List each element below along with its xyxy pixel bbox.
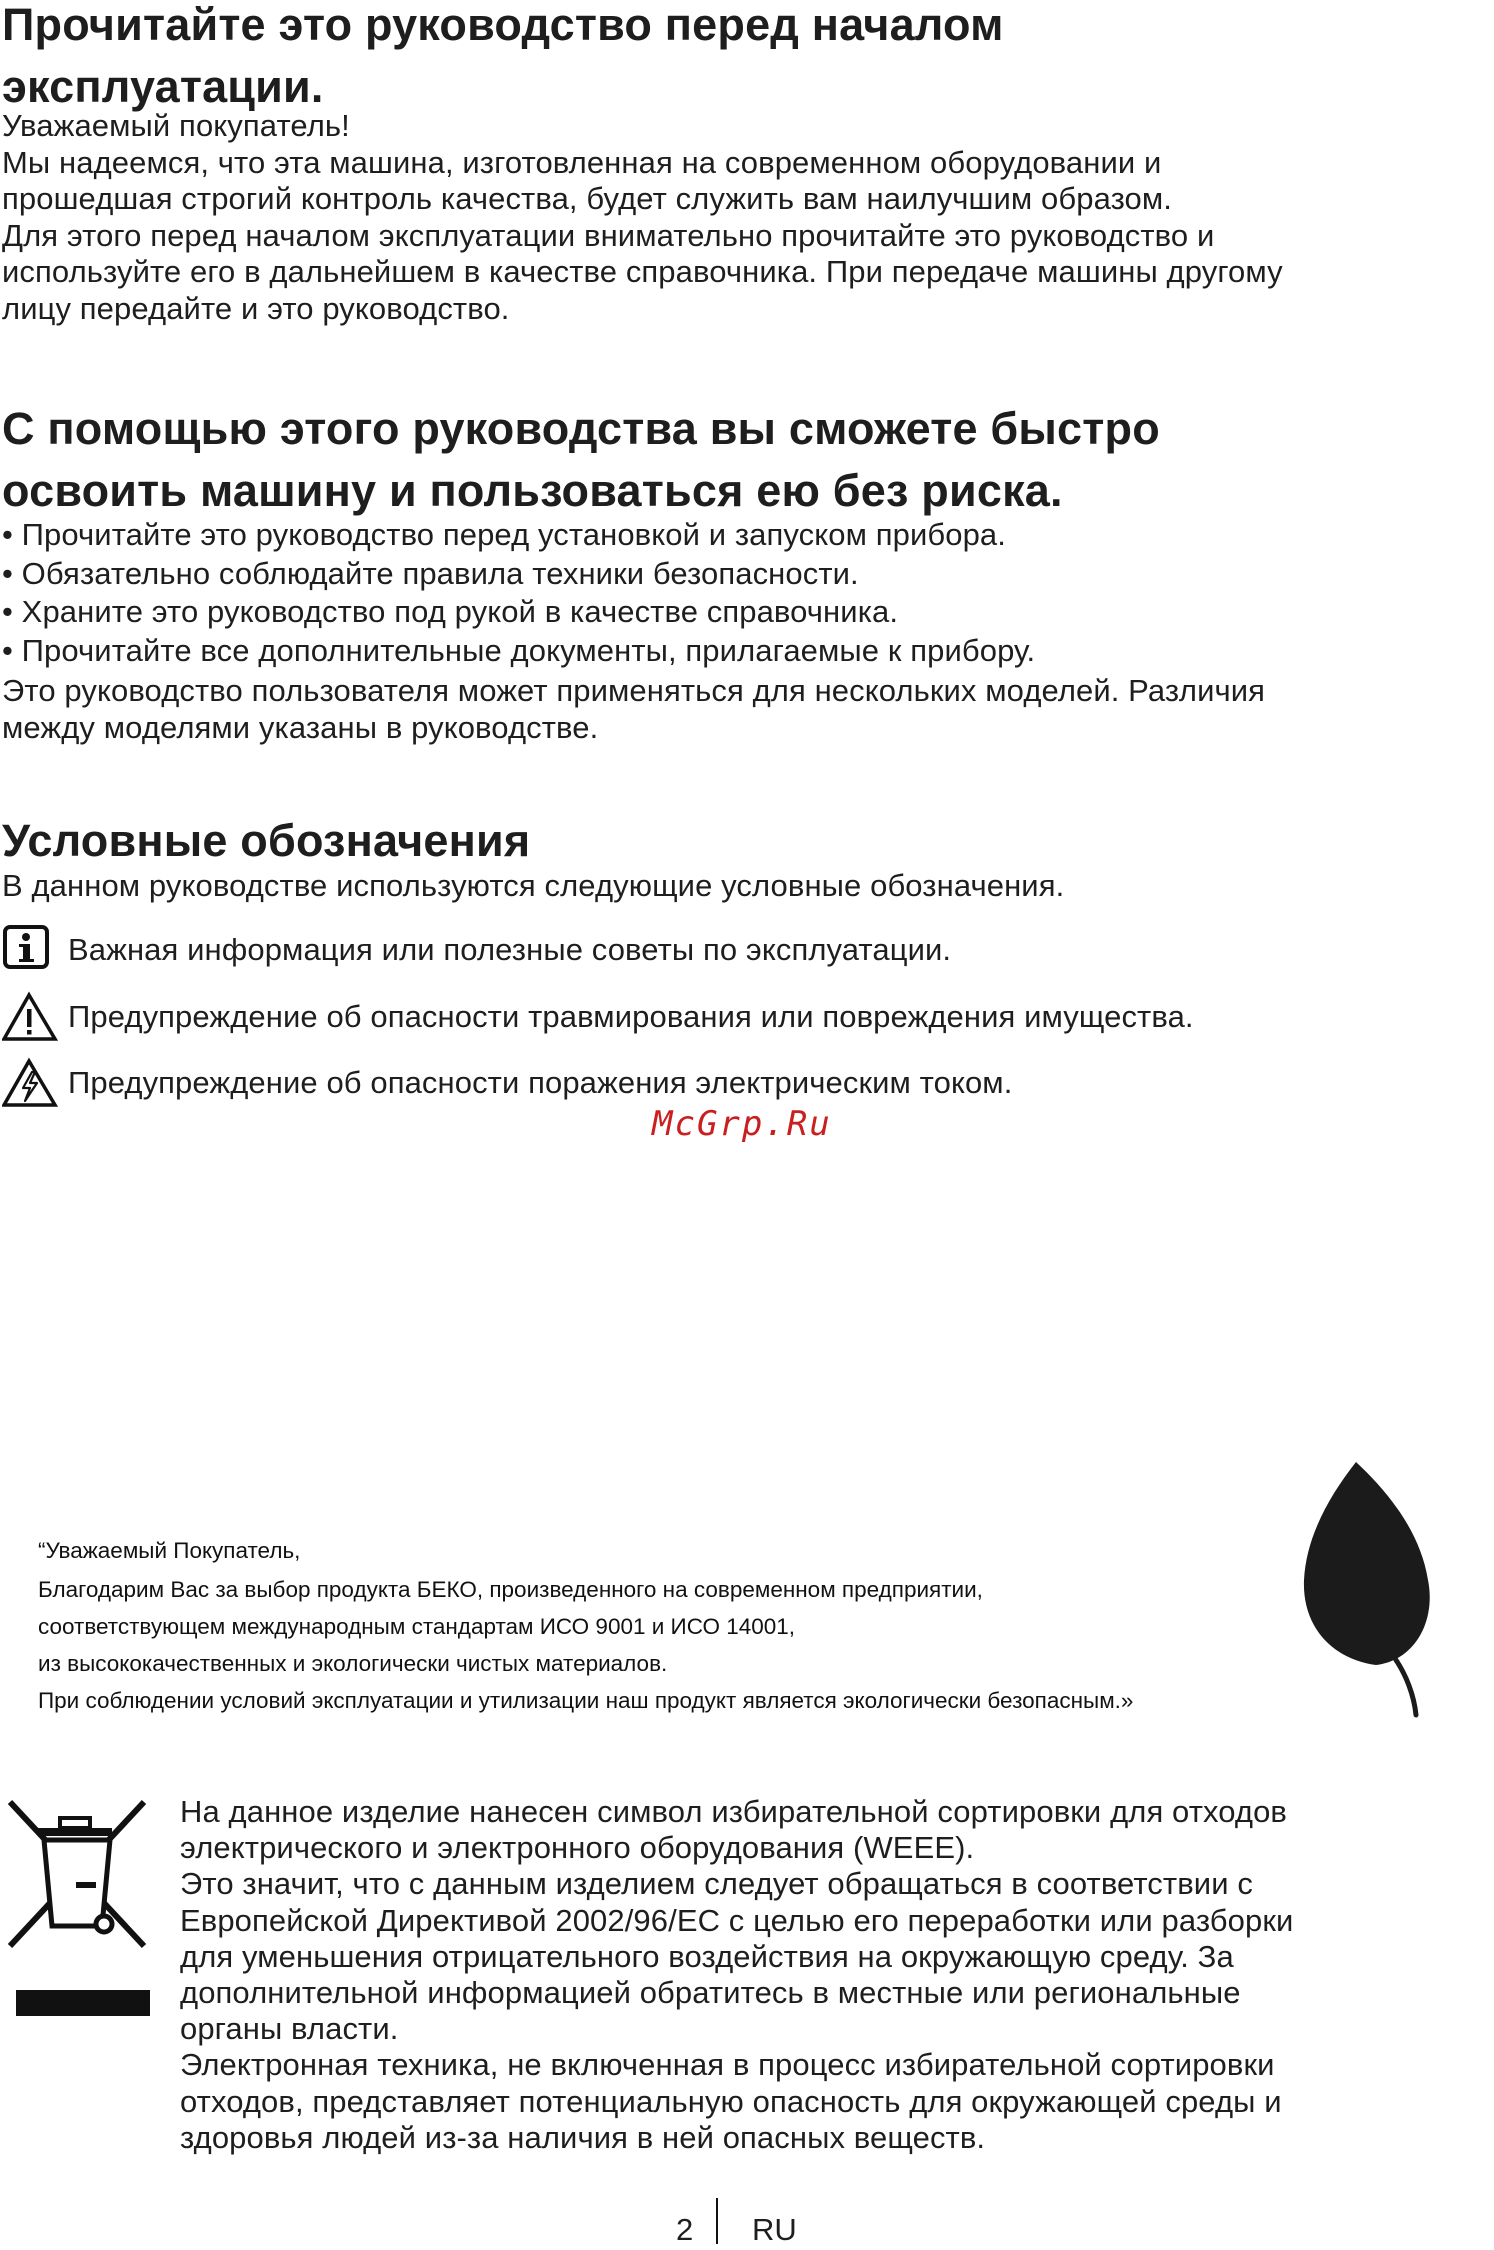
eco-line: Благодарим Вас за выбор продукта БЕКО, произведенного на современном предприятии,	[38, 1577, 983, 1602]
bullet-item: • Прочитайте все дополнительные документы, прилагаемые к прибору.	[2, 632, 1036, 668]
intro-body	[2, 108, 1283, 327]
paragraph-line: Мы надеемся, что эта машина, изготовленная на современном оборудовании и	[2, 144, 1162, 180]
guide-title-line: С помощью этого руководства вы сможете быстро	[2, 403, 1160, 454]
leaf-icon	[1296, 1460, 1436, 1720]
intro-title-line: Прочитайте это руководство перед началом	[2, 0, 1004, 50]
guide-title	[2, 398, 1160, 522]
paragraph-line: Для этого перед началом эксплуатации внимательно прочитайте это руководство и	[2, 217, 1215, 253]
bullet-item: • Обязательно соблюдайте правила техники безопасности.	[2, 555, 859, 591]
weee-line: Электронная техника, не включенная в процесс избирательной сортировки	[180, 2047, 1275, 2083]
greeting: Уважаемый покупатель!	[2, 108, 350, 143]
eco-line: из высококачественных и экологически чистых материалов.	[38, 1651, 668, 1676]
symbol-row-warning	[2, 991, 1194, 1043]
guide-title-line: освоить машину и пользоваться ею без риска.	[2, 465, 1063, 516]
symbol-row-electric	[2, 1057, 1012, 1109]
guide-bullets	[2, 516, 1035, 670]
eco-line: При соблюдении условий эксплуатации и утилизации наш продукт является экологически безопасным.»	[38, 1688, 1134, 1713]
weee-line: На данное изделие нанесен символ избирательной сортировки для отходов	[180, 1794, 1288, 1829]
note-line: между моделями указаны в руководстве.	[2, 709, 599, 745]
intro-title-line: эксплуатации.	[2, 61, 324, 112]
page-number: 2	[676, 2212, 694, 2247]
eco-statement	[38, 1532, 1133, 1719]
paragraph-line: лицу передайте и это руководство.	[2, 290, 510, 326]
weee-line: электрического и электронного оборудования (WEEE).	[180, 1830, 975, 1866]
bullet-item: • Храните это руководство под рукой в качестве справочника.	[2, 594, 899, 629]
weee-line: здоровья людей из-за наличия в ней опасных веществ.	[180, 2119, 986, 2155]
note-line: Это руководство пользователя может применяться для нескольких моделей. Различия	[2, 673, 1266, 708]
footer-divider	[716, 2198, 718, 2244]
symbol-text: Предупреждение об опасности травмирования или повреждения имущества.	[68, 998, 1194, 1034]
weee-line: органы власти.	[180, 2011, 399, 2047]
weee-text	[180, 1794, 1293, 2156]
info-icon	[2, 924, 58, 976]
weee-line: для уменьшения отрицательного воздействия на окружающую среду. За	[180, 1938, 1234, 1974]
symbol-text: Важная информация или полезные советы по эксплуатации.	[68, 931, 952, 967]
symbols-title: Условные обозначения	[2, 815, 531, 866]
weee-line: Европейской Директивой 2002/96/ЕС с целью его переработки или разборки	[180, 1902, 1294, 1938]
symbols-intro: В данном руководстве используются следующие условные обозначения.	[2, 868, 1065, 903]
electric-shock-warning-icon	[2, 1057, 58, 1109]
paragraph-line: прошедшая строгий контроль качества, будет служить вам наилучшим образом.	[2, 181, 1173, 216]
watermark: McGrp.Ru	[652, 1104, 832, 1144]
weee-line: дополнительной информацией обратитесь в местные или региональные	[180, 1975, 1241, 2011]
footer-language: RU	[752, 2212, 797, 2247]
eco-line: “Уважаемый Покупатель,	[38, 1538, 301, 1563]
weee-line: отходов, представляет потенциальную опасность для окружающей среды и	[180, 2083, 1282, 2119]
eco-line: соответствующем международным стандартам ИСО 9001 и ИСО 14001,	[38, 1614, 796, 1639]
symbol-text: Предупреждение об опасности поражения электрическим током.	[68, 1064, 1013, 1100]
bullet-item: • Прочитайте это руководство перед установкой и запуском прибора.	[2, 517, 1006, 552]
crossed-bin-icon	[4, 1796, 154, 2016]
symbol-row-info	[2, 924, 951, 976]
weee-line: Это значит, что с данным изделием следует обращаться в соответствии с	[180, 1866, 1253, 1902]
guide-note	[2, 673, 1265, 746]
paragraph-line: используйте его в дальнейшем в качестве справочника. При передаче машины другому	[2, 254, 1283, 289]
warning-triangle-icon	[2, 991, 58, 1043]
intro-title	[2, 0, 1004, 118]
